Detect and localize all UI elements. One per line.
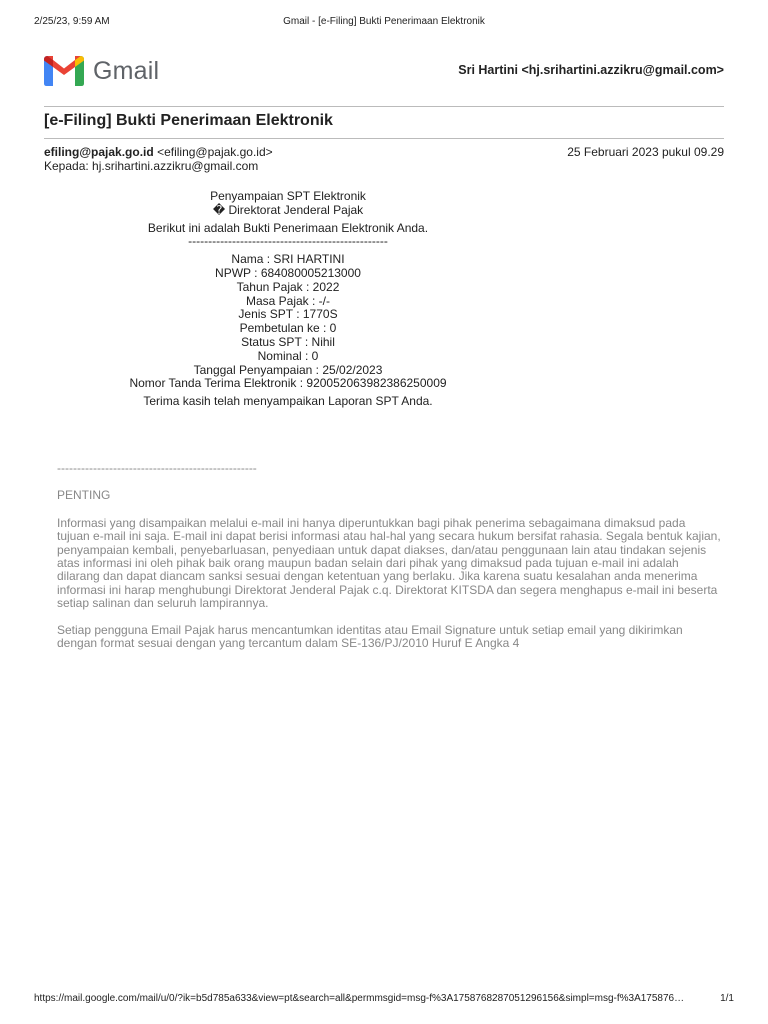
account-identity: Sri Hartini <hj.srihartini.azzikru@gmail.com> <box>458 63 724 77</box>
email-from <box>44 145 273 159</box>
print-header <box>34 16 734 30</box>
receipt-separator: -------------------------------------------------- <box>188 234 388 249</box>
receipt-field-nama: Nama : SRI HARTINI <box>231 252 345 267</box>
receipt-field-nomor-tanda-terima: Nomor Tanda Terima Elektronik : 920052063982386250009 <box>129 376 447 391</box>
email-recipient: Kepada: hj.srihartini.azzikru@gmail.com <box>44 159 259 173</box>
receipt-issuer: � Direktorat Jenderal Pajak <box>212 202 364 217</box>
gmail-logo[interactable] <box>44 55 159 87</box>
email-date: 25 Februari 2023 pukul 09.29 <box>567 145 724 159</box>
gmail-m-icon <box>44 56 84 86</box>
print-page-number: 1/1 <box>720 993 734 1004</box>
header-divider <box>44 106 724 107</box>
receipt-body <box>44 190 532 409</box>
receipt-field-npwp: NPWP : 684080005213000 <box>215 265 361 280</box>
print-page-title: Gmail - [e-Filing] Bukti Penerimaan Elektronik <box>283 16 485 27</box>
receipt-field-tahun-pajak: Tahun Pajak : 2022 <box>236 279 340 294</box>
disclaimer-paragraph-1: Informasi yang disampaikan melalui e-mail ini hanya diperuntukkan bagi pihak penerima sebagaimana dimaksud pada tujuan e-mail ini saja. E-mail ini dapat berisi informasi atau hal-hal yang secara hukum bersifat rahasia. Segala bentuk kajian, penyampaian kembali, penyebarluasan, penyediaan untuk dapat diakses, dan/atau penggunaan lain atau tindakan sejenis atas informasi ini oleh pihak baik orang maupun badan selain dari pihak yang dimaksud pada tujuan e-mail ini adalah dilarang dan dapat diancam sanksi sesuai dengan ketentuan yang berlaku. Jika karena suatu kesalahan anda menerima informasi ini harap menghubungi Direktorat Jenderal Pajak c.q. Direktorat KITSDA dan segera menghapus e-mail ini beserta setiap salinan dan seluruh lampirannya. <box>57 515 721 611</box>
print-timestamp: 2/25/23, 9:59 AM <box>34 16 110 27</box>
receipt-field-tanggal: Tanggal Penyampaian : 25/02/2023 <box>193 362 383 377</box>
disclaimer-heading: PENTING <box>57 488 111 503</box>
disclaimer-block <box>57 462 721 663</box>
receipt-field-jenis-spt: Jenis SPT : 1770S <box>238 307 338 322</box>
gmail-logo-text: Gmail <box>93 56 160 85</box>
subject-divider <box>44 138 724 139</box>
sender-name: efiling@pajak.go.id <box>44 145 154 159</box>
print-footer <box>34 993 734 1007</box>
disclaimer-paragraph-2: Setiap pengguna Email Pajak harus mencantumkan identitas atau Email Signature untuk setiap email yang dikirimkan dengan format sesuai dengan yang tercantum dalam SE-136/PJ/2010 Huruf E Angka 4 <box>57 622 683 651</box>
receipt-field-pembetulan: Pembetulan ke : 0 <box>239 321 337 336</box>
receipt-field-masa-pajak: Masa Pajak : -/- <box>245 293 331 308</box>
email-subject: [e-Filing] Bukti Penerimaan Elektronik <box>44 112 333 129</box>
receipt-intro: Berikut ini adalah Bukti Penerimaan Elektronik Anda. <box>147 220 429 235</box>
sender-address: <efiling@pajak.go.id> <box>157 145 273 159</box>
disclaimer-separator: -------------------------------------------------- <box>57 461 257 475</box>
receipt-field-status-spt: Status SPT : Nihil <box>241 334 335 349</box>
receipt-heading: Penyampaian SPT Elektronik <box>210 189 366 203</box>
print-url: https://mail.google.com/mail/u/0/?ik=b5d785a633&view=pt&search=all&permmsgid=msg-f%3A1758768287051296156&simpl=msg-f%3A175876… <box>34 993 685 1004</box>
receipt-field-nominal: Nominal : 0 <box>257 348 319 363</box>
receipt-closing: Terima kasih telah menyampaikan Laporan SPT Anda. <box>143 394 433 409</box>
